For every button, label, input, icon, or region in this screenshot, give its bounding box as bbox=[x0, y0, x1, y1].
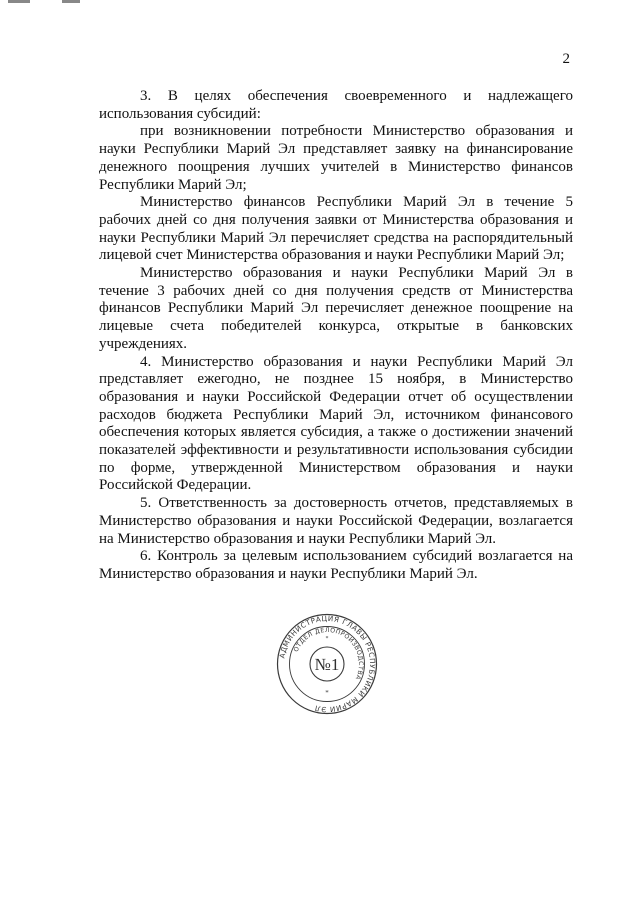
paragraph: 3. В целях обеспечения своевременного и надлежащего использования субсидий: bbox=[99, 88, 573, 122]
star-icon: * bbox=[325, 689, 329, 697]
paragraph: 5. Ответственность за достоверность отчетов, представляемых в Министерство образования и науки Российской Федерации, возлагается на Министерство образования и науки Республики Марий Эл. bbox=[99, 495, 573, 547]
paragraph: Министерство образования и науки Республики Марий Эл в течение 3 рабочих дней со дня получения средств от Министерства финансов Республики Марий Эл перечисляет денежное поощрение на лицевые счета победителей конкурса, открытые в банковских учреждениях. bbox=[99, 265, 573, 352]
stamp-inner-text: ОТДЕЛ ДЕЛОПРОИЗВОДСТВА bbox=[292, 626, 365, 681]
paragraph: при возникновении потребности Министерство образования и науки Республики Марий Эл представляет заявку на финансирование денежного поощрения лучших учителей в Министерство финансов Республики Марий Эл; bbox=[99, 123, 573, 193]
stamp-outer-text: АДМИНИСТРАЦИЯ ГЛАВЫ РЕСПУБЛИКИ МАРИЙ ЭЛ bbox=[277, 613, 378, 715]
star-icon: * bbox=[325, 636, 329, 642]
paragraph: 4. Министерство образования и науки Республики Марий Эл представляет ежегодно, не позднее 15 ноября, в Министерство образования и науки Российской Федерации отчет об осуществлении расходов бюджета Республики Марий Эл, источником финансового обеспечения которых является субсидия, а также о достижении значений показателей эффективности и результативности использования субсидии по форме, утвержденной Министерством образования и науки Российской Федерации. bbox=[99, 353, 573, 494]
document-body bbox=[99, 88, 573, 584]
official-stamp bbox=[276, 613, 378, 715]
page-number: 2 bbox=[562, 51, 570, 67]
paragraph: Министерство финансов Республики Марий Эл в течение 5 рабочих дней со дня получения заявки от Министерства образования и науки Республики Марий Эл перечисляет средства на распорядительный лицевой счет Министерства образования и науки Республики Марий Эл; bbox=[99, 194, 573, 264]
scan-artifact bbox=[8, 0, 30, 3]
scan-artifact bbox=[62, 0, 80, 3]
paragraph: 6. Контроль за целевым использованием субсидий возлагается на Министерство образования и науки Республики Марий Эл. bbox=[99, 548, 573, 582]
stamp-seal-icon bbox=[276, 613, 378, 715]
stamp-number: №1 bbox=[314, 655, 340, 674]
